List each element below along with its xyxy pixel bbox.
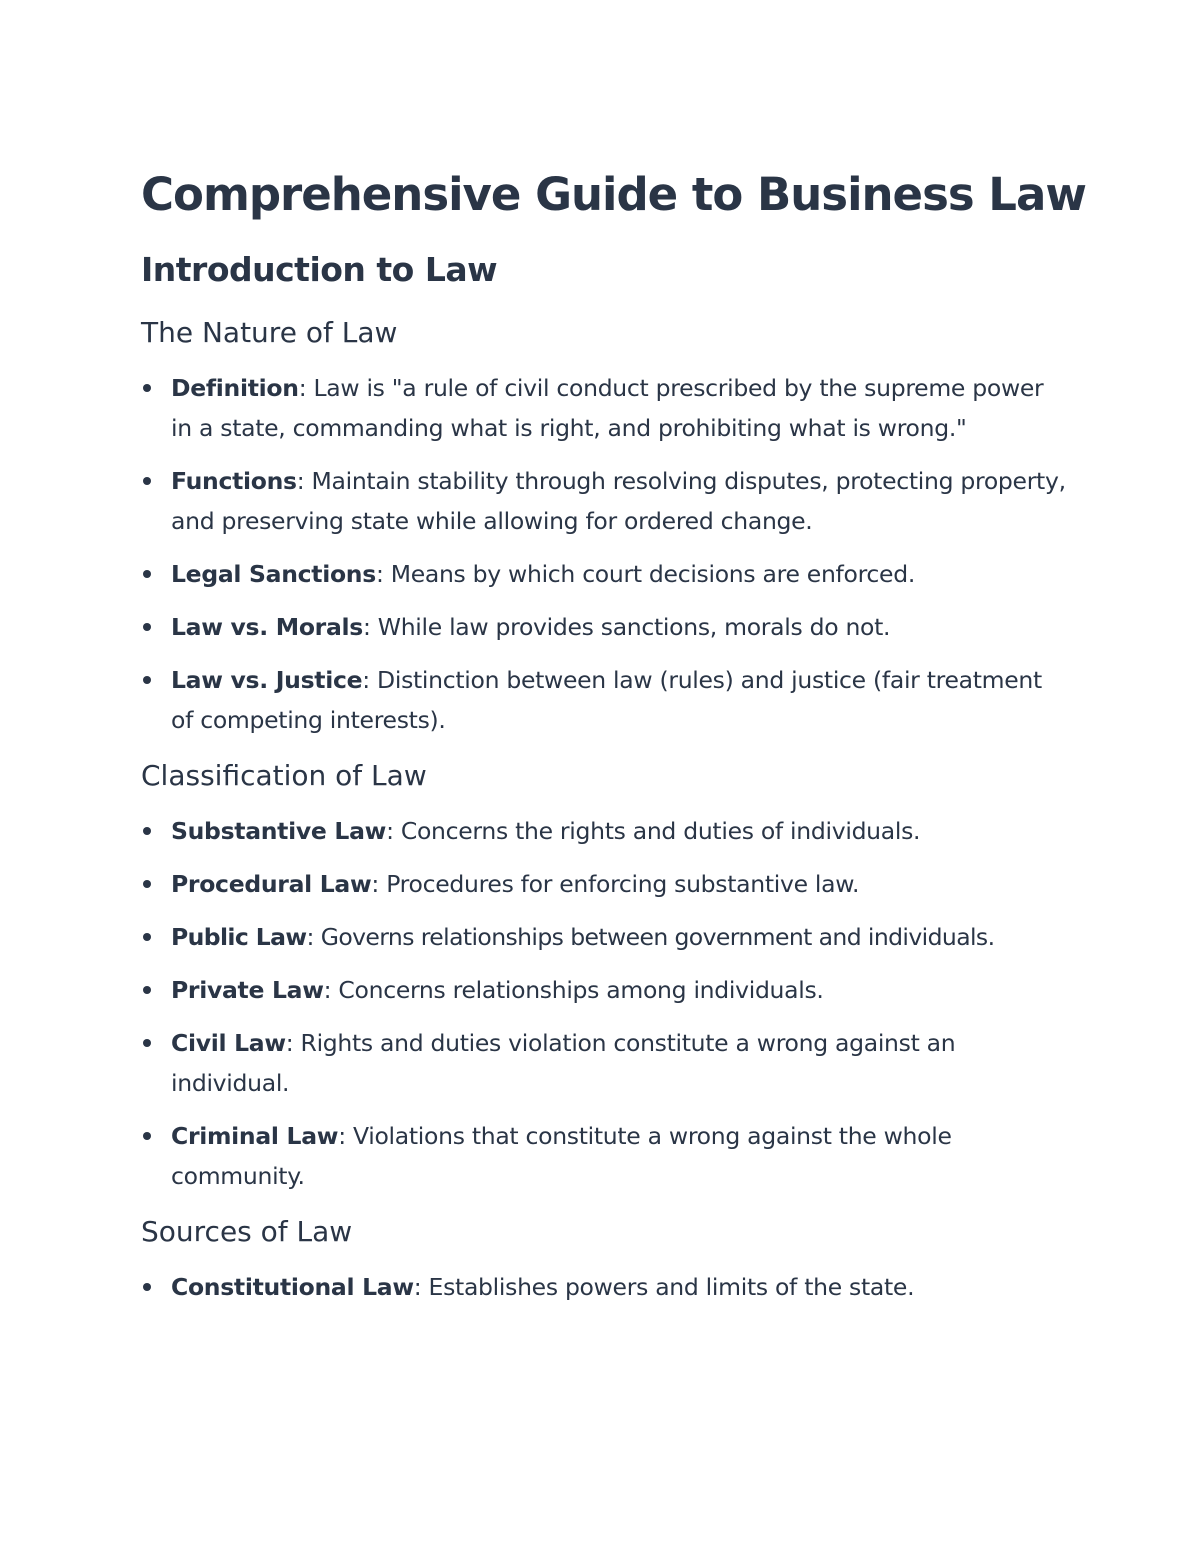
bullet-icon (143, 676, 151, 684)
item-term: Public Law (171, 923, 307, 951)
item-text: : Distinction between law (rules) and justice (fair treatment of competing interests). (171, 666, 1042, 734)
item-text: : Concerns relationships among individuals. (323, 976, 824, 1004)
item-term: Private Law (171, 976, 324, 1004)
bullet-list-nature-of-law (141, 368, 1071, 740)
item-term: Civil Law (171, 1029, 286, 1057)
bullet-icon (143, 933, 151, 941)
item-text: : Governs relationships between government and individuals. (306, 923, 995, 951)
bullet-list-sources-of-law (141, 1267, 1071, 1307)
list-item (141, 970, 1071, 1010)
item-text: : While law provides sanctions, morals do not. (362, 613, 891, 641)
bullet-icon (143, 570, 151, 578)
item-term: Definition (171, 374, 299, 402)
document-title: Comprehensive Guide to Business Law (141, 168, 1086, 221)
list-item (141, 917, 1071, 957)
subsection-title-classification-of-law: Classification of Law (141, 759, 427, 792)
list-item (141, 1116, 1071, 1196)
list-item (141, 554, 1071, 594)
bullet-icon (143, 1132, 151, 1140)
bullet-icon (143, 477, 151, 485)
bullet-icon (143, 623, 151, 631)
item-text: : Concerns the rights and duties of individuals. (386, 817, 921, 845)
item-term: Legal Sanctions (171, 560, 376, 588)
bullet-list-classification-of-law (141, 811, 1071, 1196)
bullet-icon (143, 880, 151, 888)
item-text: : Law is "a rule of civil conduct prescribed by the supreme power in a state, commanding what is right, and prohibiting what is wrong." (171, 374, 1044, 442)
document-page (141, 162, 1086, 1320)
item-term: Substantive Law (171, 817, 387, 845)
item-term: Criminal Law (171, 1122, 339, 1150)
list-item (141, 864, 1071, 904)
bullet-icon (143, 827, 151, 835)
subsection-title-sources-of-law: Sources of Law (141, 1215, 353, 1248)
section-title: Introduction to Law (141, 250, 498, 289)
item-text: : Rights and duties violation constitute a wrong against an individual. (171, 1029, 956, 1097)
list-item (141, 1023, 1071, 1103)
bullet-icon (143, 1283, 151, 1291)
item-text: : Procedures for enforcing substantive law. (371, 870, 860, 898)
list-item (141, 461, 1071, 541)
item-text: : Maintain stability through resolving disputes, protecting property, and preserving state while allowing for ordered change. (171, 467, 1066, 535)
item-term: Law vs. Morals (171, 613, 363, 641)
list-item (141, 1267, 1071, 1307)
item-term: Constitutional Law (171, 1273, 414, 1301)
item-term: Procedural Law (171, 870, 372, 898)
item-text: : Violations that constitute a wrong against the whole community. (171, 1122, 952, 1190)
list-item (141, 660, 1071, 740)
list-item (141, 607, 1071, 647)
list-item (141, 368, 1071, 448)
item-term: Law vs. Justice (171, 666, 363, 694)
bullet-icon (143, 1039, 151, 1047)
item-text: : Means by which court decisions are enforced. (375, 560, 915, 588)
bullet-icon (143, 986, 151, 994)
list-item (141, 811, 1071, 851)
bullet-icon (143, 384, 151, 392)
item-text: : Establishes powers and limits of the state. (413, 1273, 915, 1301)
subsection-title-nature-of-law: The Nature of Law (141, 316, 398, 349)
item-term: Functions (171, 467, 297, 495)
